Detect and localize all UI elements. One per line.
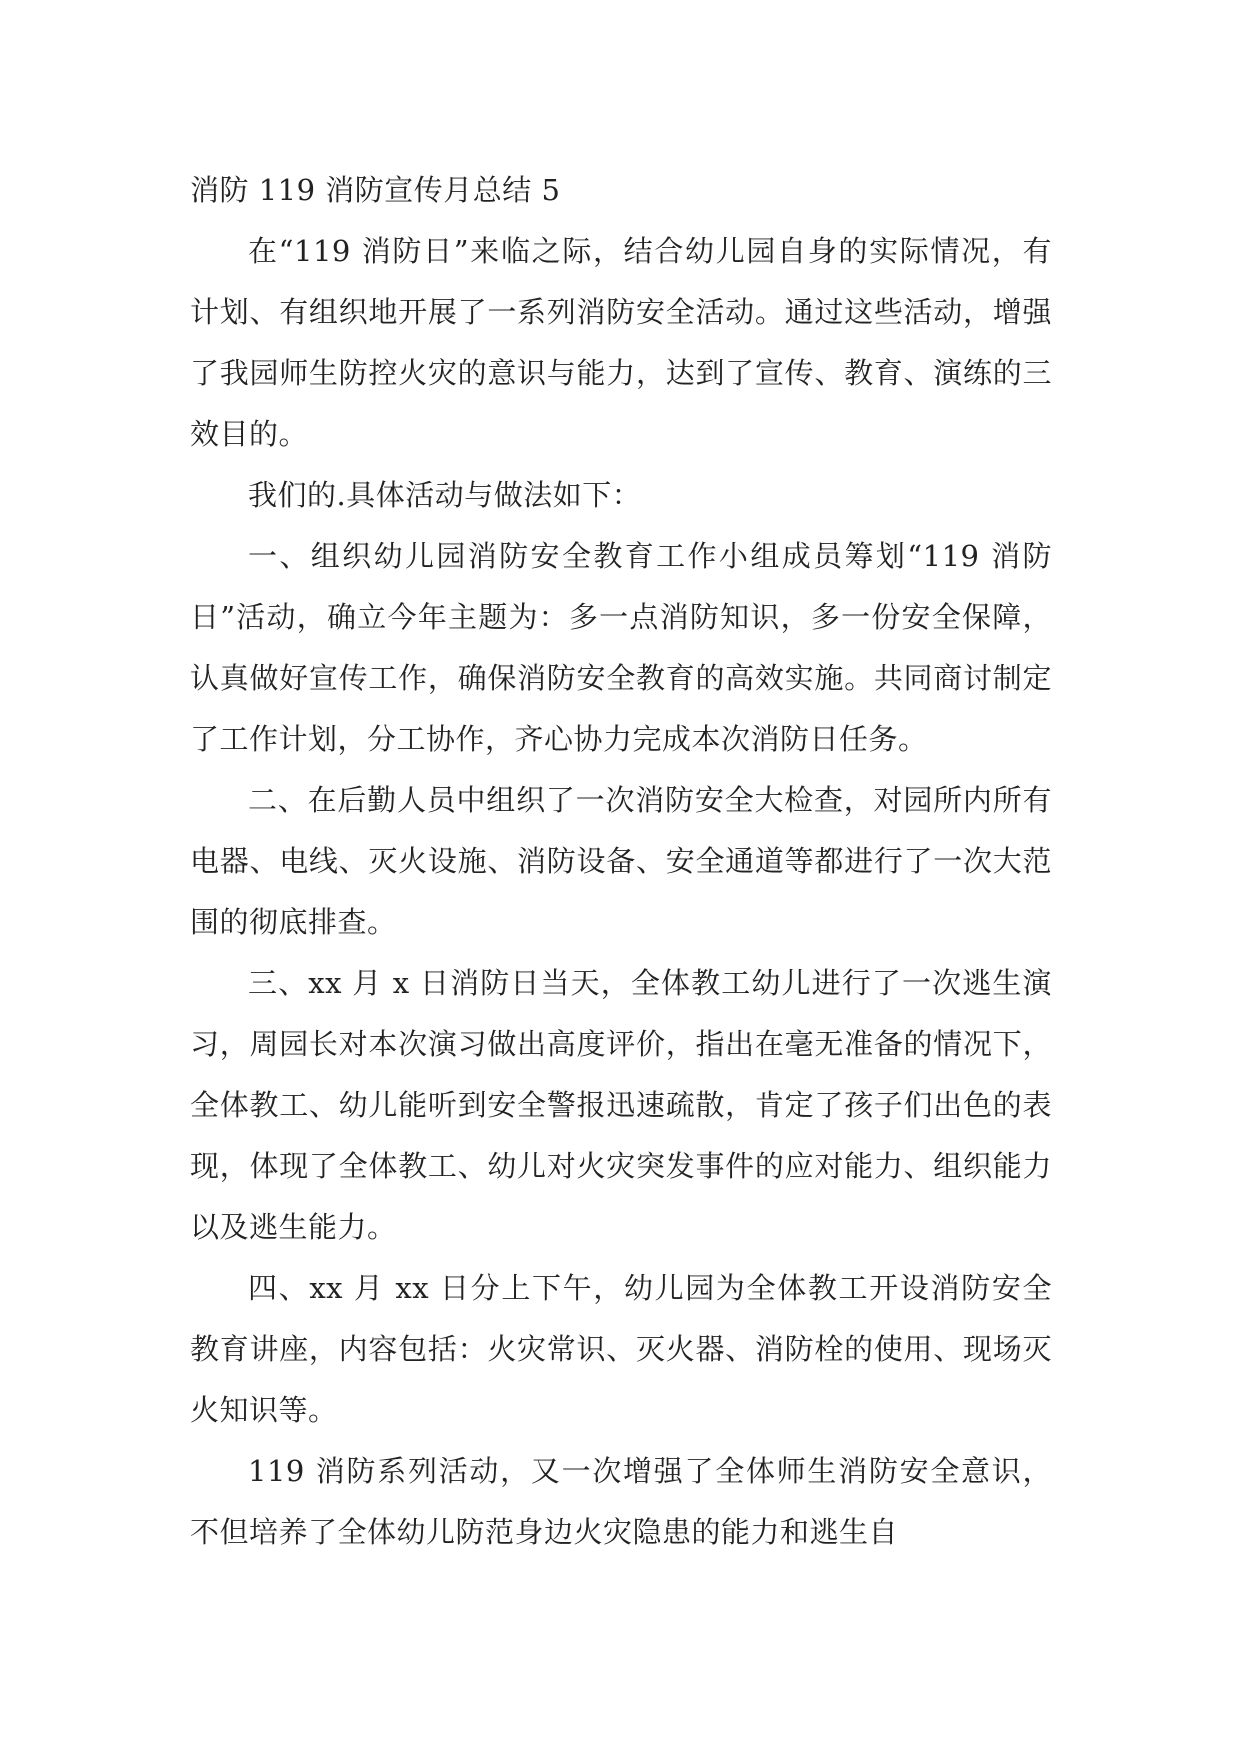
paragraph-activities-lead: 我们的.具体活动与做法如下： [248, 478, 642, 512]
document-body [190, 160, 1052, 1563]
paragraph-intro: 在“119 消防日”来临之际，结合幼儿园自身的实际情况，有计划、有组织地开展了一系列消防安全活动。通过这些活动，增强了我园师生防控火灾的意识与能力，达到了宣传、教育、演练的三效目的。 [190, 234, 1052, 451]
paragraph-item-one: 一、组织幼儿园消防安全教育工作小组成员筹划“119 消防日”活动，确立今年主题为：多一点消防知识，多一份安全保障，认真做好宣传工作，确保消防安全教育的高效实施。共同商讨制定了工作计划，分工协作，齐心协力完成本次消防日任务。 [190, 539, 1052, 756]
paragraph-conclusion: 119 消防系列活动，又一次增强了全体师生消防安全意识，不但培养了全体幼儿防范身边火灾隐患的能力和逃生自 [190, 1454, 1052, 1549]
paragraph-item-four: 四、xx 月 xx 日分上下午，幼儿园为全体教工开设消防安全教育讲座，内容包括：火灾常识、灭火器、消防栓的使用、现场灭火知识等。 [190, 1271, 1052, 1427]
document-title: 消防 119 消防宣传月总结 5 [190, 173, 561, 207]
paragraph-item-two: 二、在后勤人员中组织了一次消防安全大检查，对园所内所有电器、电线、灭火设施、消防设备、安全通道等都进行了一次大范围的彻底排查。 [190, 783, 1052, 939]
paragraph-item-three: 三、xx 月 x 日消防日当天，全体教工幼儿进行了一次逃生演习，周园长对本次演习做出高度评价，指出在毫无准备的情况下，全体教工、幼儿能听到安全警报迅速疏散，肯定了孩子们出色的表现，体现了全体教工、幼儿对火灾突发事件的应对能力、组织能力以及逃生能力。 [190, 966, 1052, 1244]
